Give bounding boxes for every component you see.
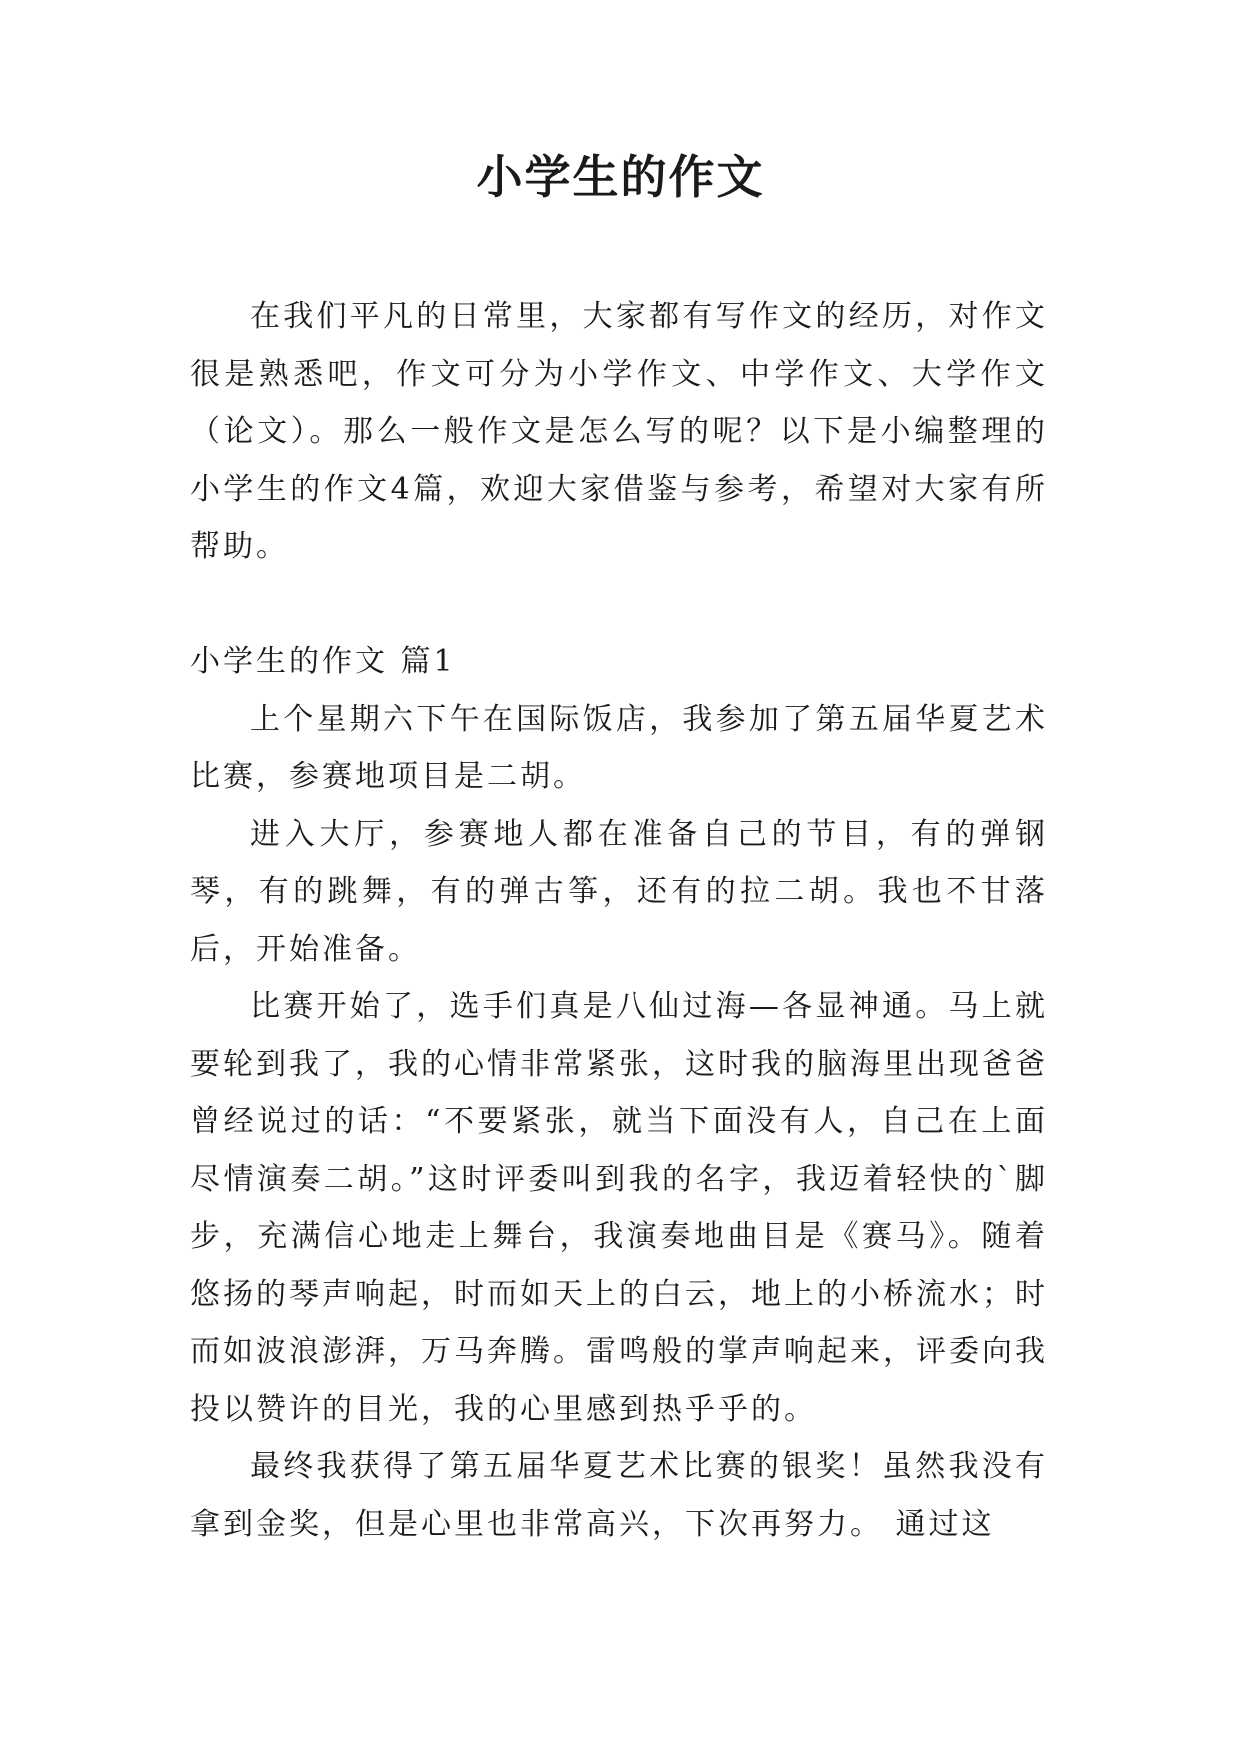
body-paragraph-2: 进入大厅，参赛地人都在准备自己的节目，有的弹钢琴，有的跳舞，有的弹古筝，还有的拉二胡。我也不甘落后，开始准备。 xyxy=(190,816,1048,967)
body-paragraph-1: 上个星期六下午在国际饭店，我参加了第五届华夏艺术比赛，参赛地项目是二胡。 xyxy=(190,701,1048,794)
document-title: 小学生的作文 xyxy=(476,150,765,204)
body-paragraph-3: 比赛开始了，选手们真是八仙过海—各显神通。马上就要轮到我了，我的心情非常紧张，这时我的脑海里出现爸爸曾经说过的话：“不要紧张，就当下面没有人，自己在上面尽情演奏二胡。”这时评委叫到我的名字，我迈着轻快的`脚步，充满信心地走上舞台，我演奏地曲目是《赛马》。随着悠扬的琴声响起，时而如天上的白云，地上的小桥流水；时而如波浪澎湃，万马奔腾。雷鸣般的掌声响起来，评委向我投以赞许的目光，我的心里感到热乎乎的。 xyxy=(190,989,1048,1427)
section-heading: 小学生的作文 篇1 xyxy=(190,644,456,679)
document-body xyxy=(190,288,1048,1553)
body-paragraph-4: 最终我获得了第五届华夏艺术比赛的银奖！虽然我没有拿到金奖，但是心里也非常高兴，下次再努力。 通过这 xyxy=(190,1449,1048,1542)
intro-paragraph: 在我们平凡的日常里，大家都有写作文的经历，对作文很是熟悉吧，作文可分为小学作文、中学作文、大学作文（论文）。那么一般作文是怎么写的呢？以下是小编整理的小学生的作文4篇，欢迎大家借鉴与参考，希望对大家有所帮助。 xyxy=(190,299,1048,564)
